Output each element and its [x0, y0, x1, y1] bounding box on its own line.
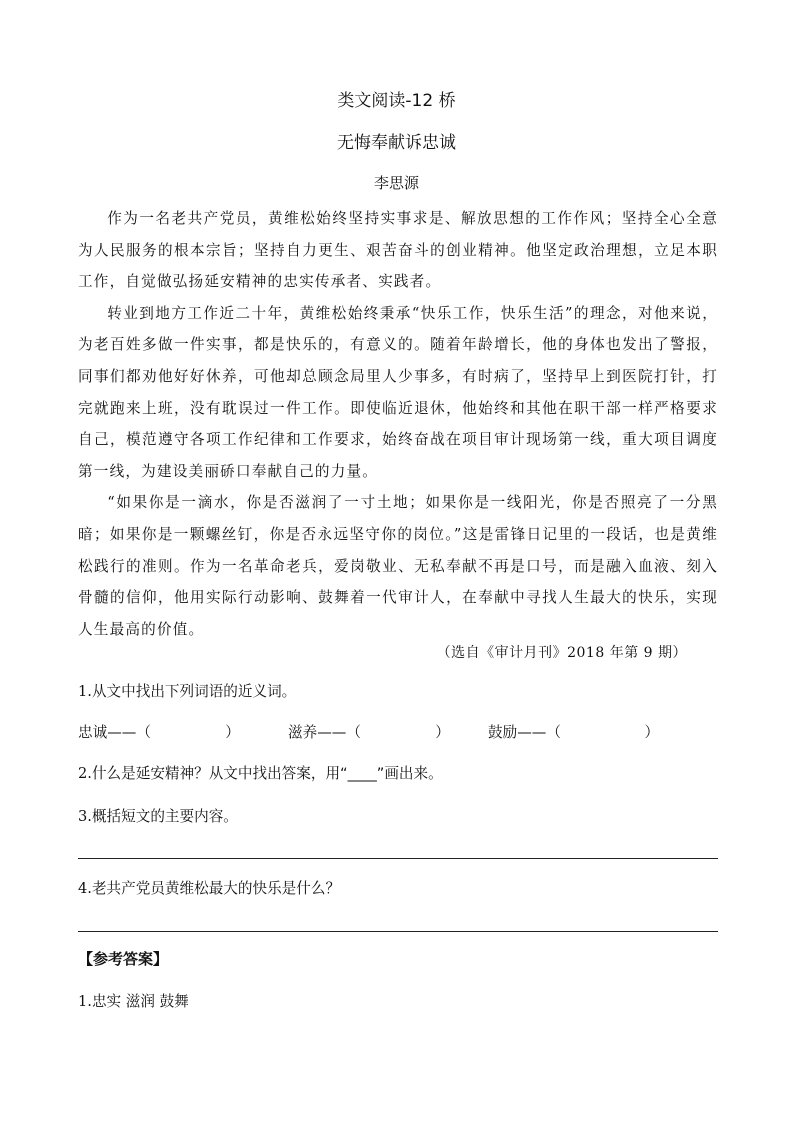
article-paragraph-1: 作为一名老共产党员，黄维松始终坚持实事求是、解放思想的工作作风；坚持全心全意为人民服务的根本宗旨；坚持自力更生、艰苦奋斗的创业精神。他坚定政治理想，立足本职工作，自觉做弘扬延安精神的忠实传承者、实践者。: [78, 210, 718, 291]
article-title: 无悔奉献诉忠诚: [337, 133, 456, 153]
question-4-text: 老共产党员黄维松最大的快乐是什么？: [91, 880, 341, 897]
answer-line-3: [78, 858, 718, 859]
synonym-blank-ziyang: 滋养——（ ）: [288, 724, 450, 741]
question-2-number: 2.: [78, 765, 92, 782]
question-2-text: 什么是延安精神？从文中找出答案，用“____”画出来。: [91, 765, 443, 782]
answer-line-4: [78, 931, 718, 932]
synonym-blank-guli: 鼓励——（ ）: [488, 724, 660, 741]
answer-1-number: 1.: [78, 993, 92, 1010]
question-1-text: 从文中找出下列词语的近义词。: [91, 683, 297, 700]
article-body: [78, 203, 718, 645]
question-1-number: 1.: [78, 683, 92, 700]
question-4: [78, 877, 340, 898]
question-1: [78, 680, 296, 701]
question-3: [78, 805, 238, 826]
answer-1: [78, 990, 189, 1011]
page-title: 类文阅读-12 桥: [337, 91, 456, 111]
article-author: 李思源: [373, 174, 419, 192]
article-paragraph-3: “如果你是一滴水，你是否滋润了一寸土地；如果你是一线阳光，你是否照亮了一分黑暗；如果你是一颗螺丝钉，你是否永远坚守你的岗位。”这是雷锋日记里的一段话，也是黄维松践行的准则。作为一名革命老兵，爱岗敬业、无私奉献不再是口号，而是融入血液、刻入骨髓的信仰，他用实际行动影响、鼓舞着一代审计人，在奉献中寻找人生最大的快乐，实现人生最高的价值。: [78, 494, 718, 638]
answer-1-text: 忠实 滋润 鼓舞: [91, 993, 189, 1010]
synonym-blank-zhongcheng: 忠诚——（ ）: [78, 724, 240, 741]
question-3-text: 概括短文的主要内容。: [91, 808, 238, 825]
question-2: [78, 762, 443, 783]
answer-heading: 【参考答案】: [78, 950, 169, 968]
article-source: （选自《审计月刊》2018 年第 9 期）: [436, 645, 687, 661]
article-paragraph-2: 转业到地方工作近二十年，黄维松始终秉承“快乐工作，快乐生活”的理念，对他来说，为老百姓多做一件实事，都是快乐的，有意义的。随着年龄增长，他的身体也发出了警报，同事们都劝他好好休养，可他却总顾念局里人少事多，有时病了，坚持早上到医院打针，打完就跑来上班，没有耽误过一件工作。即使临近退休，他始终和其他在职干部一样严格要求自己，模范遵守各项工作纪律和工作要求，始终奋战在项目审计现场第一线，重大项目调度第一线，为建设美丽硚口奉献自己的力量。: [78, 304, 718, 480]
question-4-number: 4.: [78, 880, 92, 897]
synonym-blanks: [78, 721, 718, 745]
question-3-number: 3.: [78, 808, 92, 825]
